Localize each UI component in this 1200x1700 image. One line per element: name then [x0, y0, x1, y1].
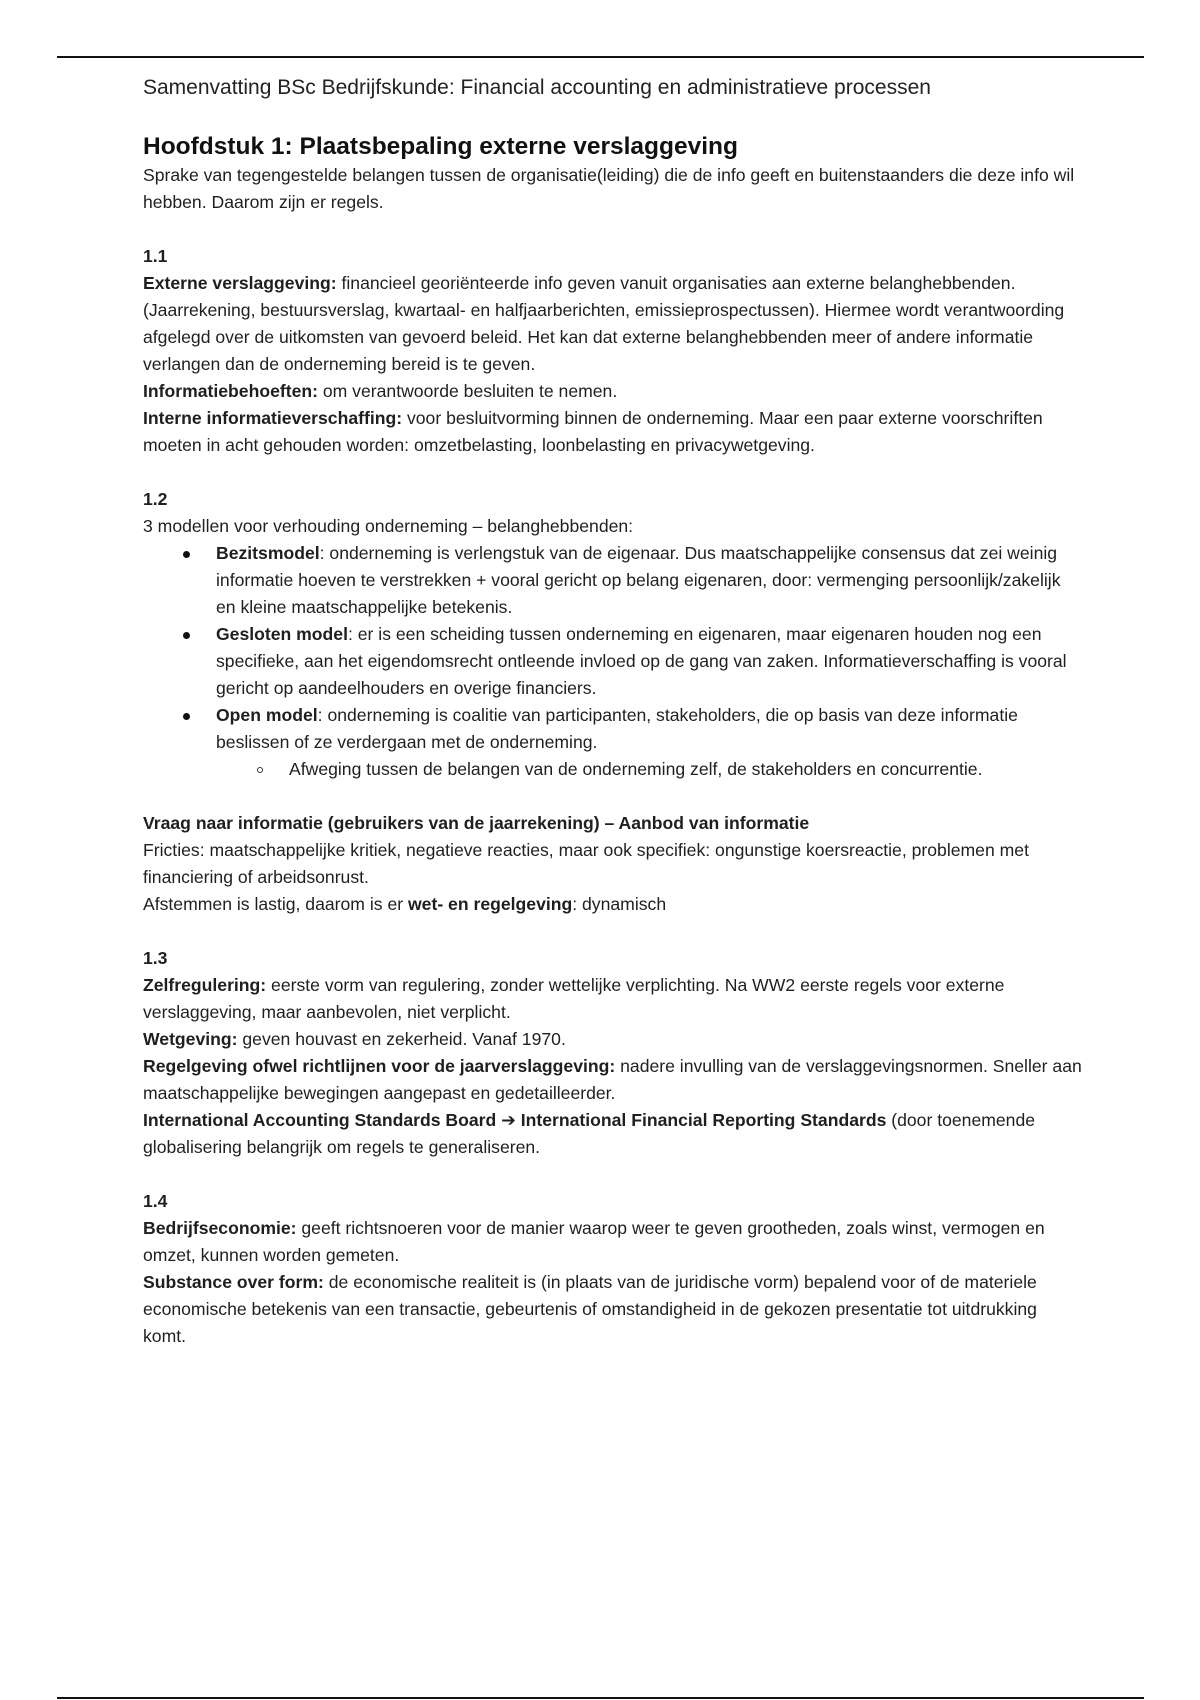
term: wet- en regelgeving — [407, 894, 573, 914]
term: International Accounting Standards Board — [143, 1110, 497, 1130]
term: Interne informatieverschaffing: — [143, 408, 403, 428]
model-list — [143, 540, 1083, 783]
section-number-1-4: 1.4 — [143, 1191, 168, 1211]
demand-supply-heading: Vraag naar informatie (gebruikers van de jaarrekening) – Aanbod van informatie — [143, 813, 810, 833]
paragraph-interne-informatieverschaffing — [143, 405, 1083, 459]
sub-list-text: Afweging tussen de belangen van de onderneming zelf, de stakeholders en concurrentie. — [289, 759, 983, 779]
term: Externe verslaggeving: — [143, 273, 337, 293]
paragraph-bedrijfseconomie — [143, 1215, 1083, 1269]
term: Bezitsmodel — [216, 543, 320, 563]
term: Open model — [216, 705, 318, 725]
section-number-1-2: 1.2 — [143, 489, 168, 509]
definition: geeft richtsnoeren voor de manier waarop weer te geven grootheden, zoals winst, vermogen en omzet, kunnen worden gemeten. — [143, 1218, 1045, 1265]
definition: om verantwoorde besluiten te nemen. — [317, 381, 618, 401]
term: Zelfregulering: — [143, 975, 267, 995]
definition: financieel georiënteerde info geven vanuit organisaties aan externe belanghebbenden. (Jaarrekening, bestuursverslag, kwartaal- en halfjaarberichten, emissieprospectussen). Hiermee wordt verantwoording afgelegd over de uitkomsten van gevoerd beleid. Het kan dat externe belanghebbenden meer of andere informatie verlangen dan de onderneming bereid is te geven. — [143, 273, 1065, 374]
bullet-icon — [183, 551, 190, 558]
list-item — [143, 540, 1083, 621]
definition: : onderneming is verlengstuk van de eigenaar. Dus maatschappelijke consensus dat zei weinig informatie hoeven te verstrekken + vooral gericht op belang eigenaren, door: vermenging persoonlijk/zakelijk en kleine maatschappelijke betekenis. — [216, 543, 1061, 617]
term: Substance over form: — [143, 1272, 324, 1292]
chapter-title: Hoofdstuk 1: Plaatsbepaling externe verslaggeving — [143, 133, 738, 160]
list-item — [143, 621, 1083, 702]
definition: eerste vorm van regulering, zonder wettelijke verplichting. Na WW2 eerste regels voor externe verslaggeving, maar aanbevolen, niet verplicht. — [143, 975, 1005, 1022]
definition: : onderneming is coalitie van participanten, stakeholders, die op basis van deze informatie beslissen of ze verdergaan met de onderneming. — [216, 705, 1018, 752]
definition: geven houvast en zekerheid. Vanaf 1970. — [237, 1029, 566, 1049]
sub-list — [216, 756, 1083, 783]
text: : dynamisch — [572, 894, 667, 914]
paragraph-fricties: Fricties: maatschappelijke kritiek, negatieve reacties, maar ook specifiek: ongunstige koersreactie, problemen met financiering of arbeidsonrust. — [143, 840, 1029, 887]
definition: voor besluitvorming binnen de onderneming. Maar een paar externe voorschriften moeten in acht gehouden worden: omzetbelasting, loonbelasting en privacywetgeving. — [143, 408, 1043, 455]
paragraph-externe-verslaggeving — [143, 270, 1083, 378]
section-1-2-intro: 3 modellen voor verhouding onderneming – belanghebbenden: — [143, 516, 634, 536]
paragraph-wetgeving — [143, 1026, 1083, 1053]
term: Regelgeving ofwel richtlijnen voor de jaarverslaggeving: — [143, 1056, 616, 1076]
paragraph-regelgeving — [143, 1053, 1083, 1107]
definition: : er is een scheiding tussen onderneming en eigenaren, maar eigenaren houden nog een specifieke, aan het eigendomsrecht ontleende invloed op de gang van zaken. Informatieverschaffing is vooral gericht op aandeelhouders en overige financiers. — [216, 624, 1067, 698]
top-rule — [57, 56, 1144, 58]
paragraph-iasb — [143, 1107, 1083, 1161]
term: Bedrijfseconomie: — [143, 1218, 297, 1238]
definition: nadere invulling van de verslaggevingsnormen. Sneller aan maatschappelijke bewegingen aangepast en gedetailleerder. — [143, 1056, 1082, 1103]
chapter-intro: Sprake van tegengestelde belangen tussen de organisatie(leiding) die de info geeft en buitenstaanders die deze info wil hebben. Daarom zijn er regels. — [143, 165, 1075, 212]
term: Gesloten model — [216, 624, 348, 644]
hollow-bullet-icon — [257, 767, 263, 773]
section-number-1-1: 1.1 — [143, 246, 168, 266]
paragraph-afstemmen — [143, 891, 1083, 918]
bottom-rule — [57, 1697, 1144, 1699]
term: Informatiebehoeften: — [143, 381, 318, 401]
section-number-1-3: 1.3 — [143, 948, 168, 968]
paragraph-substance-over-form — [143, 1269, 1083, 1350]
paragraph-informatiebehoeften — [143, 378, 1083, 405]
text: Afstemmen is lastig, daarom is er — [143, 894, 408, 914]
bullet-icon — [183, 632, 190, 639]
sub-list-item — [216, 756, 1083, 783]
term: International Financial Reporting Standards — [520, 1110, 887, 1130]
arrow-right-icon: ➔ — [501, 1110, 516, 1130]
definition: de economische realiteit is (in plaats van de juridische vorm) bepalend voor of de materiele economische betekenis van een transactie, gebeurtenis of omstandigheid in de gekozen presentatie tot uitdrukking komt. — [143, 1272, 1037, 1346]
definition: (door toenemende globalisering belangrijk om regels te generaliseren. — [143, 1110, 1036, 1157]
bullet-icon — [183, 713, 190, 720]
document-page — [143, 72, 1083, 1350]
running-header: Samenvatting BSc Bedrijfskunde: Financial accounting en administratieve processen — [143, 76, 931, 99]
term: Wetgeving: — [143, 1029, 238, 1049]
paragraph-zelfregulering — [143, 972, 1083, 1026]
list-item — [143, 702, 1083, 783]
